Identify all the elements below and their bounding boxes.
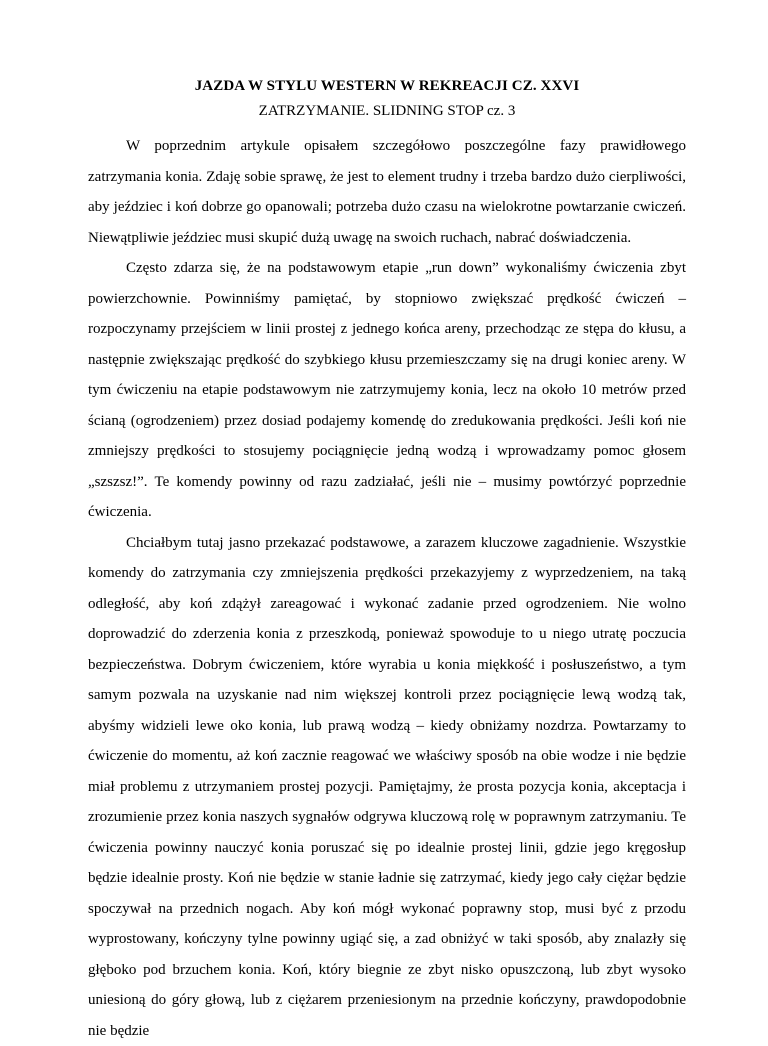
paragraph-3: Chciałbym tutaj jasno przekazać podstawowe, a zarazem kluczowe zagadnienie. Wszystkie komendy do zatrzymania czy zmniejszenia prędkości przekazyjemy z wyprzedzeniem, na taką odległość, aby koń zdążył zareagować i wykonać zadanie przed ogrodzeniem. Nie wolno doprowadzić do zderzenia konia z przeszkodą, ponieważ spowoduje to u niego utratę poczucia bezpieczeństwa. Dobrym ćwiczeniem, które wyrabia u konia miękkość i posłuszeństwo, a tym samym pozwala na uzyskanie nad nim większej kontroli przez pociągnięcie lewą wodzą tak, abyśmy widzieli lewe oko konia, lub prawą wodzą – kiedy obniżamy nozdrza. Powtarzamy to ćwiczenie do momentu, aż koń zacznie reagować we właściwy sposób na obie wodze i nie będzie miał problemu z utrzymaniem prostej pozycji. Pamiętajmy, że prosta pozycja konia, akceptacja i zrozumienie przez konia naszych sygnałów odgrywa kluczową rolę w poprawnym zatrzymaniu. Te ćwiczenia powinny nauczyć konia poruszać się po idealnie prostej linii, gdzie jego kręgosłup będzie idealnie prosty. Koń nie będzie w stanie ładnie się zatrzymać, kiedy jego cały ciężar będzie spoczywał na przednich nogach. Aby koń mógł wykonać poprawny stop, musi być z przodu wyprostowany, kończyny tylne powinny ugiąć się, a zad obniżyć w taki sposób, aby znalazły się głęboko pod brzuchem konia. Koń, który biegnie ze zbyt nisko opuszczoną, lub zbyt wysoko uniesioną do góry głową, lub z ciężarem przeniesionym na przednie kończyny, prawdopodobnie nie będzie [88,528,686,1046]
document-subtitle: ZATRZYMANIE. SLIDNING STOP cz. 3 [88,101,686,121]
document-page [88,76,686,1046]
document-title: JAZDA W STYLU WESTERN W REKREACJI CZ. XXVI [88,76,686,96]
paragraph-2: Często zdarza się, że na podstawowym etapie „run down” wykonaliśmy ćwiczenia zbyt powierzchownie. Powinniśmy pamiętać, by stopniowo zwiększać prędkość ćwiczeń – rozpoczynamy przejściem w linii prostej z jednego końca areny, przechodząc ze stępa do kłusu, a następnie zwiększając prędkość do szybkiego kłusu przemieszczamy się na drugi koniec areny. W tym ćwiczeniu na etapie podstawowym nie zatrzymujemy konia, lecz na około 10 metrów przed ścianą (ogrodzeniem) przez dosiad podajemy komendę do zredukowania prędkości. Jeśli koń nie zmniejszy prędkości to stosujemy pociągnięcie jedną wodzą i wprowadzamy pomoc głosem „szszsz!”. Te komendy powinny od razu zadziałać, jeśli nie – musimy powtórzyć poprzednie ćwiczenia. [88,253,686,528]
paragraph-1: W poprzednim artykule opisałem szczegółowo poszczególne fazy prawidłowego zatrzymania konia. Zdaję sobie sprawę, że jest to element trudny i trzeba bardzo dużo cierpliwości, aby jeździec i koń dobrze go opanowali; potrzeba dużo czasu na wielokrotne powtarzanie cwiczeń. Niewątpliwie jeździec musi skupić dużą uwagę na swoich ruchach, nabrać doświadczenia. [88,131,686,253]
